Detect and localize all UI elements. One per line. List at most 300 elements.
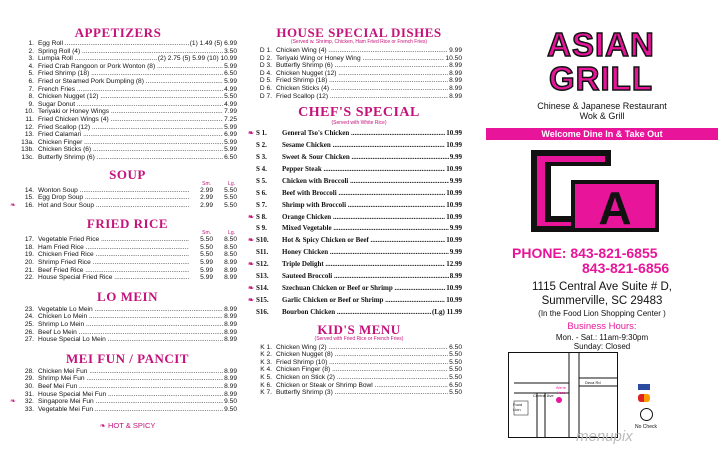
- item-number: 27.: [24, 336, 34, 344]
- item-number: K 6.: [260, 381, 272, 389]
- item-price-large: 5.50: [224, 186, 237, 194]
- item-price: 4.99: [224, 100, 237, 108]
- item-number: D 1.: [259, 47, 272, 54]
- appetizer-row: [18, 154, 237, 162]
- item-price: 8.99: [449, 92, 462, 100]
- item-number: 16.: [24, 201, 34, 209]
- item-price: 9.50: [224, 405, 237, 413]
- item-number: K 5.: [260, 374, 272, 382]
- visa-card-icon: [638, 384, 650, 390]
- item-number: D 2.: [259, 54, 272, 62]
- item-price: 10.99: [446, 212, 462, 221]
- item-name: Honey Chicken .....: [282, 247, 449, 259]
- lo-mein-row: [18, 329, 237, 337]
- soup-row: [18, 194, 237, 202]
- item-name: Chicken Nugget (8) .....: [276, 351, 448, 359]
- chefs-special-row: [256, 176, 462, 188]
- chefs-special-title: CHEF'S SPECIAL: [298, 105, 420, 121]
- item-number: 20.: [24, 259, 34, 267]
- item-price: 9.99: [449, 248, 462, 257]
- item-number: 26.: [24, 328, 34, 336]
- item-number: 13a.: [21, 138, 34, 146]
- mei-fun-row: [18, 383, 237, 391]
- item-price-small: 5.50: [200, 243, 213, 251]
- lo-mein-row: [18, 336, 237, 344]
- tagline-1: Chinese & Japanese Restaurant: [537, 101, 667, 111]
- item-name: Teriyaki or Honey Wings .....: [38, 108, 223, 116]
- item-number: D 6.: [259, 84, 272, 92]
- item-price: 10.99: [446, 129, 462, 138]
- item-name: Sweet & Sour Chicken .....: [282, 152, 449, 164]
- chefs-special-row: [248, 283, 462, 295]
- lo-mein-list: [18, 306, 237, 344]
- item-number: S12.: [256, 260, 269, 269]
- item-price: 10.99: [446, 236, 462, 245]
- item-price: 8.99: [224, 390, 237, 398]
- chefs-special-row: [256, 271, 462, 283]
- chefs-special-row: [256, 200, 462, 212]
- item-price-small: 5.50: [200, 251, 213, 259]
- item-name: Beef Lo Mein .....: [38, 329, 223, 337]
- mei-fun-row: [18, 368, 237, 376]
- house-special-row: [256, 85, 462, 93]
- item-price-large: 5.50: [224, 201, 237, 209]
- item-number: S 7.: [256, 200, 267, 209]
- kids-menu-row: [256, 359, 462, 367]
- item-name: Chicken Nugget (12) .....: [38, 93, 223, 101]
- phone-2: 843-821-6856: [582, 260, 670, 276]
- appetizers-list: [18, 40, 237, 162]
- item-name: Chicken Sticks (6) .....: [38, 146, 223, 154]
- item-price-small: 5.99: [200, 259, 213, 267]
- item-name: Chicken Wing (2) .....: [276, 344, 448, 352]
- house-special-row: [256, 55, 462, 63]
- item-number: S11.: [256, 248, 269, 257]
- restaurant-logo: ASIAN GRILL: [547, 26, 655, 97]
- kids-menu-title: KID'S MENU: [317, 321, 401, 337]
- chili-icon: ❧: [248, 212, 254, 221]
- item-name: Spring Roll (4) .....: [38, 48, 223, 56]
- chili-icon: ❧: [248, 295, 254, 304]
- item-name: Fried Shrimp (10) .....: [276, 359, 448, 367]
- chefs-special-row: [256, 140, 462, 152]
- item-price-large: 8.50: [224, 243, 237, 251]
- item-price: (Lg) 11.99: [432, 307, 462, 316]
- chefs-special-row: [256, 152, 462, 164]
- item-price: 6.50: [224, 153, 237, 161]
- item-name: Fried Shrimp (18) .....: [276, 77, 448, 85]
- item-number: D 3.: [259, 62, 272, 70]
- right-column: [484, 0, 720, 469]
- item-price: 9.50: [224, 398, 237, 406]
- item-name: Fried Crab Rangoon or Pork Wonton (8) .....: [38, 63, 223, 71]
- item-price: 8.99: [224, 305, 237, 313]
- item-price: 10.99: [446, 295, 462, 304]
- fried-rice-row: [18, 259, 237, 267]
- item-number: S 4.: [256, 164, 267, 173]
- item-price: 10.99: [446, 141, 462, 150]
- lo-mein-title: LO MEIN: [97, 288, 158, 304]
- lo-mein-row: [18, 306, 237, 314]
- item-price: 9.99: [449, 176, 462, 185]
- item-number: D 4.: [259, 69, 272, 77]
- mei-fun-row: [18, 391, 237, 399]
- item-name: Chicken Nugget (12) .....: [276, 70, 448, 78]
- lo-mein-row: [18, 313, 237, 321]
- map-central: Central Ave: [533, 393, 554, 398]
- item-price: 9.99: [449, 47, 462, 54]
- item-name: Sugar Donut .....: [38, 101, 223, 109]
- item-price: 4.99: [224, 85, 237, 93]
- item-number: 28.: [24, 367, 34, 375]
- item-name: Vegetable Mei Fun .....: [38, 406, 223, 414]
- item-name: Chicken Fried Rice .....: [38, 251, 189, 259]
- phone-label: PHONE: 843-821-6855: [512, 245, 658, 261]
- chefs-special-row: [256, 223, 462, 235]
- chili-icon: ❧: [10, 398, 16, 406]
- item-number: 17.: [24, 236, 34, 244]
- mei-fun-row: [10, 398, 237, 406]
- appetizer-row: [18, 93, 237, 101]
- item-price: 8.99: [449, 272, 462, 281]
- chefs-special-subtitle: (Served with White Rice): [331, 120, 387, 127]
- item-number: 13c.: [21, 153, 34, 161]
- item-price: 5.99: [224, 146, 237, 154]
- item-name: Shrimp with Broccoli .....: [282, 200, 445, 212]
- item-number: K 2.: [260, 351, 272, 359]
- item-price: 10.99: [446, 200, 462, 209]
- item-name: House Special Lo Mein .....: [38, 336, 223, 344]
- item-name: Beef with Broccoli .....: [282, 188, 445, 200]
- kids-menu-list: [256, 344, 462, 397]
- item-number: 7.: [28, 85, 34, 93]
- item-number: 8.: [28, 93, 34, 101]
- item-number: D 7.: [259, 92, 272, 100]
- item-number: S 2.: [256, 141, 267, 150]
- chili-icon: ❧: [248, 129, 254, 138]
- item-number: S 8.: [256, 212, 267, 221]
- item-name: Chicken or Steak or Shrimp Bowl .....: [276, 382, 448, 390]
- item-number: 14.: [24, 186, 34, 194]
- item-name: Chicken on Stick (2) .....: [276, 374, 448, 382]
- middle-column: [250, 0, 468, 469]
- item-price: 6.50: [449, 343, 462, 351]
- item-price: 7.99: [224, 108, 237, 116]
- item-name: Egg Roll .....: [38, 40, 189, 48]
- item-number: 11.: [25, 115, 34, 123]
- item-price: 8.99: [224, 313, 237, 321]
- item-name: Mixed Vegetable .....: [282, 223, 449, 235]
- chefs-special-row: [248, 235, 462, 247]
- map-we-are-here: We're Here: [555, 385, 567, 395]
- lo-mein-row: [18, 321, 237, 329]
- item-price-small: 2.99: [200, 201, 213, 209]
- house-special-subtitle: (Served w. Shrimp, Chicken, Ham Fried Rice or French Fries): [290, 39, 428, 45]
- fried-rice-row: [18, 244, 237, 252]
- fried-rice-list: [18, 236, 237, 282]
- item-name: Sesame Chicken .....: [282, 140, 445, 152]
- item-number: 31.: [24, 390, 34, 398]
- address-line-1: 1115 Central Ave Suite # D,: [531, 281, 672, 293]
- appetizer-row: [18, 139, 237, 147]
- item-price: 10.99: [446, 283, 462, 292]
- item-number: 9.: [28, 100, 34, 108]
- mei-fun-row: [18, 406, 237, 414]
- item-name: Shrimp Lo Mein .....: [38, 321, 223, 329]
- item-name: Triple Delight .....: [282, 259, 445, 271]
- appetizer-row: [18, 101, 237, 109]
- no-check-label: No Check: [635, 424, 657, 430]
- map-food-lion: Food Lion: [513, 402, 523, 412]
- hours-line-1: Mon. - Sat.: 11am-9:30pm: [555, 333, 649, 342]
- appetizers-title: APPETIZERS: [74, 25, 162, 40]
- item-price: 5.50: [449, 358, 462, 366]
- item-number: 5.: [28, 70, 34, 78]
- item-name: Orange Chicken .....: [282, 212, 445, 224]
- mastercard-icon: [638, 394, 650, 402]
- kids-menu-row: [256, 382, 462, 390]
- item-name: Chicken Finger (8) .....: [276, 366, 448, 374]
- item-price: 9.99: [449, 224, 462, 233]
- item-price: (2) 2.75 (5) 5.99 (10) 10.99: [157, 55, 237, 63]
- item-number: 4.: [28, 62, 34, 70]
- kids-menu-row: [256, 351, 462, 359]
- item-number: 24.: [24, 313, 34, 321]
- item-name: Egg Drop Soup .....: [38, 194, 189, 202]
- address-line-2: Summerville, SC 29483: [541, 295, 663, 307]
- item-number: S 1.: [256, 129, 267, 138]
- item-price: 8.99: [449, 77, 462, 85]
- appetizer-row: [18, 131, 237, 139]
- chefs-special-row: [256, 247, 462, 259]
- house-special-title: HOUSE SPECIAL DISHES: [276, 25, 442, 40]
- item-price: 6.50: [224, 70, 237, 78]
- appetizer-row: [18, 70, 237, 78]
- appetizer-row: [18, 55, 237, 63]
- mei-fun-list: [10, 367, 237, 414]
- item-price-large: 8.99: [224, 259, 237, 267]
- item-name: Chicken Mei Fun .....: [38, 368, 223, 376]
- item-name: Shrimp Mei Fun .....: [38, 375, 223, 383]
- kids-menu-row: [256, 366, 462, 374]
- item-name: Butterfly Shrimp (6) .....: [38, 154, 223, 162]
- item-price: 8.99: [224, 336, 237, 344]
- item-name: Bourbon Chicken .....: [282, 307, 431, 319]
- appetizer-row: [18, 108, 237, 116]
- item-number: K 3.: [260, 358, 272, 366]
- appetizer-row: [18, 86, 237, 94]
- item-name: Shrimp Fried Rice .....: [38, 259, 189, 267]
- left-column: [0, 0, 245, 469]
- item-name: Butterfly Shrimp (3) .....: [276, 389, 448, 397]
- item-price: 8.99: [224, 321, 237, 329]
- ga-monogram-logo: [531, 150, 671, 232]
- item-price: 8.99: [224, 367, 237, 375]
- item-price: 5.50: [449, 351, 462, 359]
- item-price: 5.99: [224, 123, 237, 131]
- item-price: 5.50: [224, 93, 237, 101]
- item-name: Beef Mei Fun .....: [38, 383, 223, 391]
- chefs-special-row: [248, 212, 462, 224]
- chefs-special-row: [256, 307, 462, 319]
- item-name: Beef Fried Rice .....: [38, 267, 189, 275]
- soup-title: SOUP: [109, 166, 146, 182]
- fried-rice-row: [18, 274, 237, 282]
- chefs-special-row: [248, 259, 462, 271]
- kids-menu-row: [256, 389, 462, 397]
- item-price: 5.99: [224, 77, 237, 85]
- item-price: 8.99: [449, 62, 462, 70]
- mei-fun-title: MEI FUN / PANCIT: [66, 350, 189, 366]
- chili-icon: ❧: [248, 260, 254, 269]
- item-name: Chicken Lo Mein .....: [38, 313, 223, 321]
- chefs-special-row: [248, 128, 462, 140]
- appetizer-row: [18, 40, 237, 48]
- chili-icon: ❧: [248, 283, 254, 292]
- item-number: K 7.: [260, 389, 272, 397]
- item-number: 25.: [24, 321, 34, 329]
- item-price: (1) 1.49 (5) 6.99: [189, 40, 237, 47]
- item-number: K 4.: [260, 366, 272, 374]
- item-price-large: 8.99: [224, 266, 237, 274]
- chili-icon: ❧: [10, 201, 16, 209]
- item-name: Fried Scallop (12) .....: [38, 124, 223, 132]
- item-number: 2.: [28, 47, 34, 55]
- item-number: S13.: [256, 272, 269, 281]
- item-name: General Tso's Chicken .....: [282, 128, 445, 140]
- item-price: 10.50: [445, 54, 462, 62]
- item-number: S 6.: [256, 188, 267, 197]
- house-special-row: [256, 77, 462, 85]
- item-price: 6.50: [449, 381, 462, 389]
- item-number: 30.: [24, 383, 34, 390]
- item-number: D 5.: [259, 77, 272, 85]
- item-price: 3.50: [224, 47, 237, 55]
- item-price: 8.99: [449, 84, 462, 92]
- item-name: Singapore Mei Fun .....: [38, 398, 223, 406]
- item-name: Pepper Steak .....: [282, 164, 445, 176]
- item-price-small: 2.99: [200, 186, 213, 194]
- monogram-letter: A: [598, 182, 632, 232]
- chefs-special-row: [256, 188, 462, 200]
- item-number: S15.: [256, 295, 269, 304]
- item-name: Szechuan Chicken or Beef or Shrimp .....: [282, 283, 445, 295]
- item-name: Fried Calamari .....: [38, 131, 223, 139]
- item-name: Vegetable Lo Mein .....: [38, 306, 223, 314]
- item-name: Chicken Finger .....: [38, 139, 223, 147]
- fried-rice-row: [18, 251, 237, 259]
- item-price: 10.99: [446, 164, 462, 173]
- item-name: House Special Fried Rice .....: [38, 274, 189, 282]
- kids-menu-row: [256, 374, 462, 382]
- item-price-small: 5.99: [200, 274, 213, 282]
- item-name: Fried Shrimp (18) .....: [38, 70, 223, 78]
- house-special-row: [256, 93, 462, 101]
- item-price: 8.99: [224, 375, 237, 383]
- appetizer-row: [18, 78, 237, 86]
- hours-title: Business Hours:: [567, 321, 637, 332]
- rice-size-header: Sm. Lg.: [202, 230, 235, 237]
- welcome-banner: Welcome Dine In & Take Out: [486, 128, 718, 140]
- item-price: 5.50: [449, 374, 462, 382]
- item-name: Vegetable Fried Rice .....: [38, 236, 189, 244]
- appetizer-row: [18, 124, 237, 132]
- item-price: 8.99: [224, 383, 237, 390]
- item-price-large: 8.99: [224, 274, 237, 282]
- item-price: 5.50: [449, 366, 462, 374]
- item-number: 10.: [24, 108, 34, 116]
- hot-spicy-legend: ❧ HOT & SPICY: [99, 421, 156, 431]
- item-price: 12.99: [446, 260, 462, 269]
- item-price-small: 5.50: [200, 236, 213, 244]
- location-map: [508, 352, 618, 438]
- item-price: 10.99: [446, 188, 462, 197]
- item-number: 19.: [24, 251, 34, 259]
- mei-fun-row: [18, 375, 237, 383]
- item-name: Fried Scallop (12) .....: [276, 93, 448, 101]
- chili-icon: ❧: [99, 421, 106, 431]
- item-name: Sauteed Broccoli .....: [282, 271, 449, 283]
- item-name: Fried Chicken Wings (4) .....: [38, 116, 223, 124]
- item-number: S 9.: [256, 224, 267, 233]
- item-number: 15.: [24, 194, 34, 202]
- item-name: Chicken with Broccoli .....: [282, 176, 449, 188]
- item-number: S 5.: [256, 176, 267, 185]
- appetizer-row: [18, 116, 237, 124]
- item-number: 21.: [24, 266, 34, 274]
- house-special-row: [256, 70, 462, 78]
- item-name: French Fries .....: [38, 86, 223, 94]
- appetizer-row: [18, 48, 237, 56]
- item-number: S10.: [256, 236, 269, 245]
- item-price: 8.99: [224, 328, 237, 336]
- map-deca: Deca Rd: [585, 380, 601, 385]
- item-name: Hot and Sour Soup .....: [38, 202, 189, 210]
- chefs-special-row: [256, 164, 462, 176]
- appetizer-row: [18, 63, 237, 71]
- item-number: 18.: [24, 243, 34, 251]
- item-name: Wonton Soup .....: [38, 187, 189, 195]
- item-number: S14.: [256, 283, 269, 292]
- item-name: Garlic Chicken or Beef or Shrimp .....: [282, 295, 445, 307]
- no-check-icon: [640, 408, 653, 421]
- item-name: Fried or Steamed Pork Dumpling (8) .....: [38, 78, 223, 86]
- item-name: Hot & Spicy Chicken or Beef .....: [282, 235, 445, 247]
- item-price-large: 8.50: [224, 236, 237, 244]
- item-number: 6.: [28, 77, 34, 85]
- item-number: K 1.: [260, 343, 272, 351]
- item-number: 12.: [24, 123, 34, 131]
- fried-rice-row: [18, 267, 237, 275]
- item-price: 8.99: [449, 69, 462, 77]
- item-number: 32.: [24, 398, 34, 406]
- item-number: S16.: [256, 307, 269, 316]
- soup-size-header: Sm. Lg.: [202, 180, 235, 187]
- soup-row: [10, 201, 237, 210]
- house-special-row: [256, 47, 462, 55]
- item-number: 22.: [24, 274, 34, 282]
- item-number: 13.: [24, 131, 34, 139]
- menupix-watermark: menupix: [576, 428, 633, 445]
- item-number: 13b.: [21, 146, 34, 154]
- item-number: 23.: [24, 305, 34, 313]
- item-price: 5.99: [224, 62, 237, 70]
- appetizer-row: [18, 146, 237, 154]
- chefs-special-list: [248, 128, 462, 319]
- house-special-list: [256, 47, 462, 100]
- item-price: 9.99: [449, 152, 462, 161]
- soup-list: [10, 186, 237, 210]
